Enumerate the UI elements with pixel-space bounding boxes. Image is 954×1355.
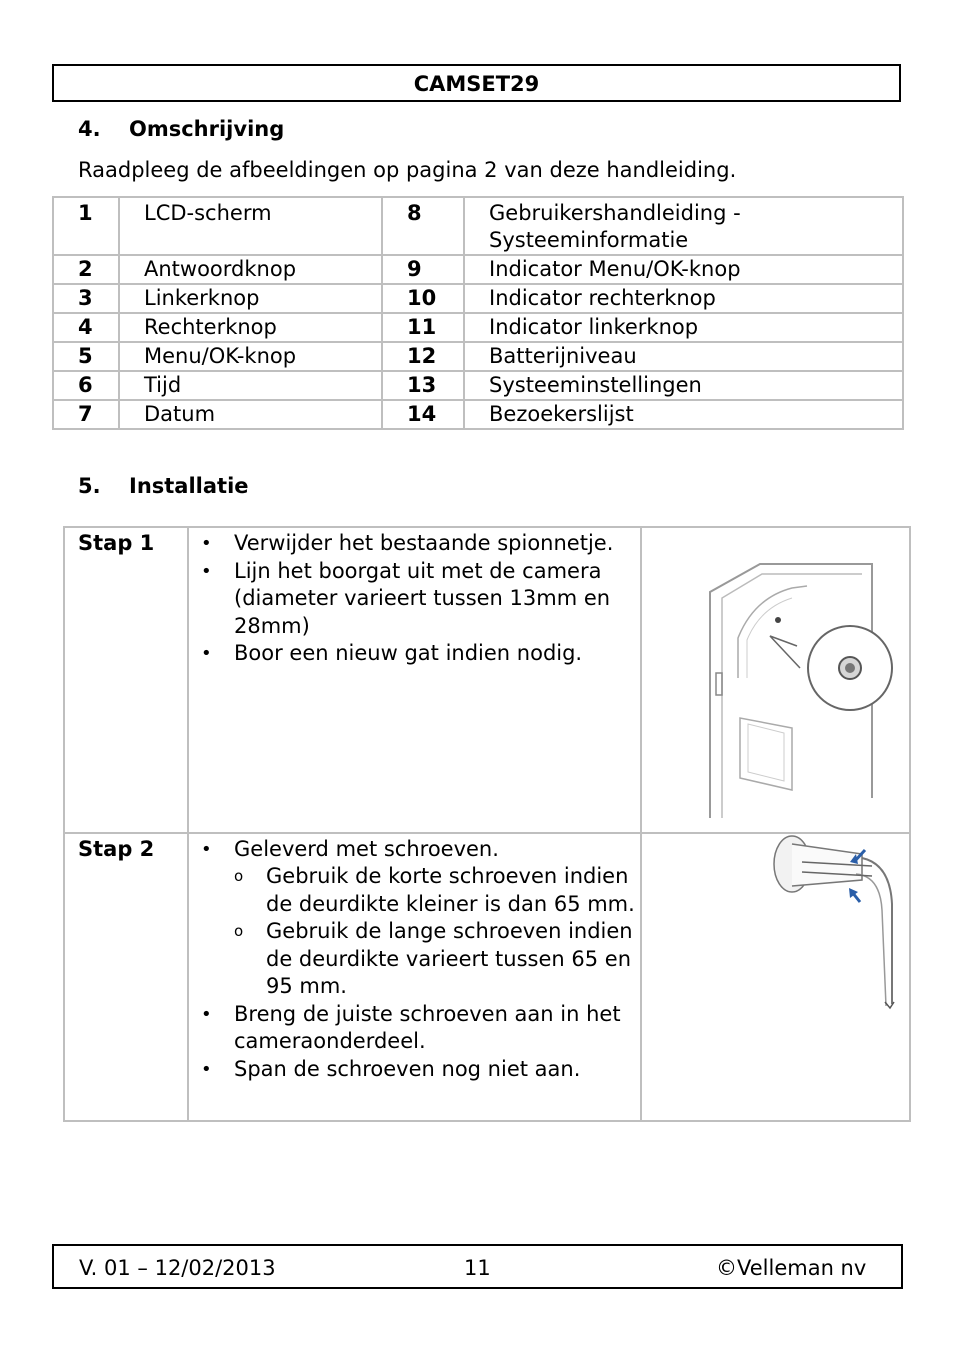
list-item: • Span de schroeven nog niet aan.: [189, 1056, 640, 1084]
section-5-heading: [78, 474, 249, 498]
list-item: • Lijn het boorgat uit met de camera (diameter varieert tussen 13mm en 28mm): [189, 558, 640, 641]
part-number: 3: [53, 284, 119, 313]
section-4-heading: [78, 117, 284, 141]
part-name: Antwoordknop: [119, 255, 382, 284]
model-title: CAMSET29: [413, 72, 540, 96]
section-title: Installatie: [129, 474, 249, 498]
page-number: 11: [464, 1256, 491, 1280]
part-name: Indicator rechterknop: [464, 284, 903, 313]
door-illustration: [641, 527, 910, 833]
section-title: Omschrijving: [129, 117, 285, 141]
copyright: ©Velleman nv: [716, 1256, 867, 1280]
part-number: 4: [53, 313, 119, 342]
part-name: Menu/OK-knop: [119, 342, 382, 371]
intro-text: Raadpleeg de afbeeldingen op pagina 2 van deze handleiding.: [78, 158, 737, 182]
camera-screws-image: [642, 834, 911, 1113]
part-name: Bezoekerslijst: [464, 400, 903, 429]
part-number: 8: [382, 197, 464, 255]
part-name: Datum: [119, 400, 382, 429]
part-name: Rechterknop: [119, 313, 382, 342]
step-instructions: [188, 527, 641, 833]
part-name: Indicator linkerknop: [464, 313, 903, 342]
part-number: 6: [53, 371, 119, 400]
section-number: 5.: [78, 474, 101, 498]
part-number: 2: [53, 255, 119, 284]
step-label: Stap 2: [64, 833, 188, 1122]
installation-table: [63, 526, 911, 1122]
part-number: 9: [382, 255, 464, 284]
part-number: 10: [382, 284, 464, 313]
part-name: Gebruikershandleiding - Systeeminformatie: [464, 197, 903, 255]
table-row: [53, 400, 903, 429]
sub-list-item: o Gebruik de korte schroeven indien de deurdikte kleiner is dan 65 mm.: [234, 863, 640, 918]
step-instructions: [188, 833, 641, 1122]
part-number: 1: [53, 197, 119, 255]
list-item-text: Geleverd met schroeven.: [234, 836, 499, 861]
list-item: • Boor een nieuw gat indien nodig.: [189, 640, 640, 668]
table-row: [53, 284, 903, 313]
part-name: LCD-scherm: [119, 197, 382, 255]
table-row: [53, 313, 903, 342]
section-number: 4.: [78, 117, 101, 141]
part-number: 12: [382, 342, 464, 371]
part-name: Systeeminstellingen: [464, 371, 903, 400]
step-row: [64, 833, 910, 1122]
table-row: [53, 197, 903, 255]
sub-list-item: o Gebruik de lange schroeven indien de deurdikte varieert tussen 65 en 95 mm.: [234, 918, 640, 1001]
door-peephole-image: [642, 528, 911, 824]
part-number: 13: [382, 371, 464, 400]
list-item: • Breng de juiste schroeven aan in het cameraonderdeel.: [189, 1001, 640, 1056]
table-row: [53, 342, 903, 371]
document-header: [52, 64, 901, 102]
document-footer: [52, 1244, 903, 1289]
version-date: V. 01 – 12/02/2013: [79, 1256, 276, 1280]
step-row: [64, 527, 910, 833]
part-name: Tijd: [119, 371, 382, 400]
screws-illustration: [641, 833, 910, 1122]
table-row: [53, 255, 903, 284]
part-number: 7: [53, 400, 119, 429]
step-label: Stap 1: [64, 527, 188, 833]
list-item: [189, 836, 640, 1001]
part-number: 5: [53, 342, 119, 371]
list-item: • Verwijder het bestaande spionnetje.: [189, 530, 640, 558]
part-number: 14: [382, 400, 464, 429]
parts-table: [52, 196, 904, 430]
part-name: Batterijniveau: [464, 342, 903, 371]
part-number: 11: [382, 313, 464, 342]
table-row: [53, 371, 903, 400]
part-name: Linkerknop: [119, 284, 382, 313]
part-name: Indicator Menu/OK-knop: [464, 255, 903, 284]
